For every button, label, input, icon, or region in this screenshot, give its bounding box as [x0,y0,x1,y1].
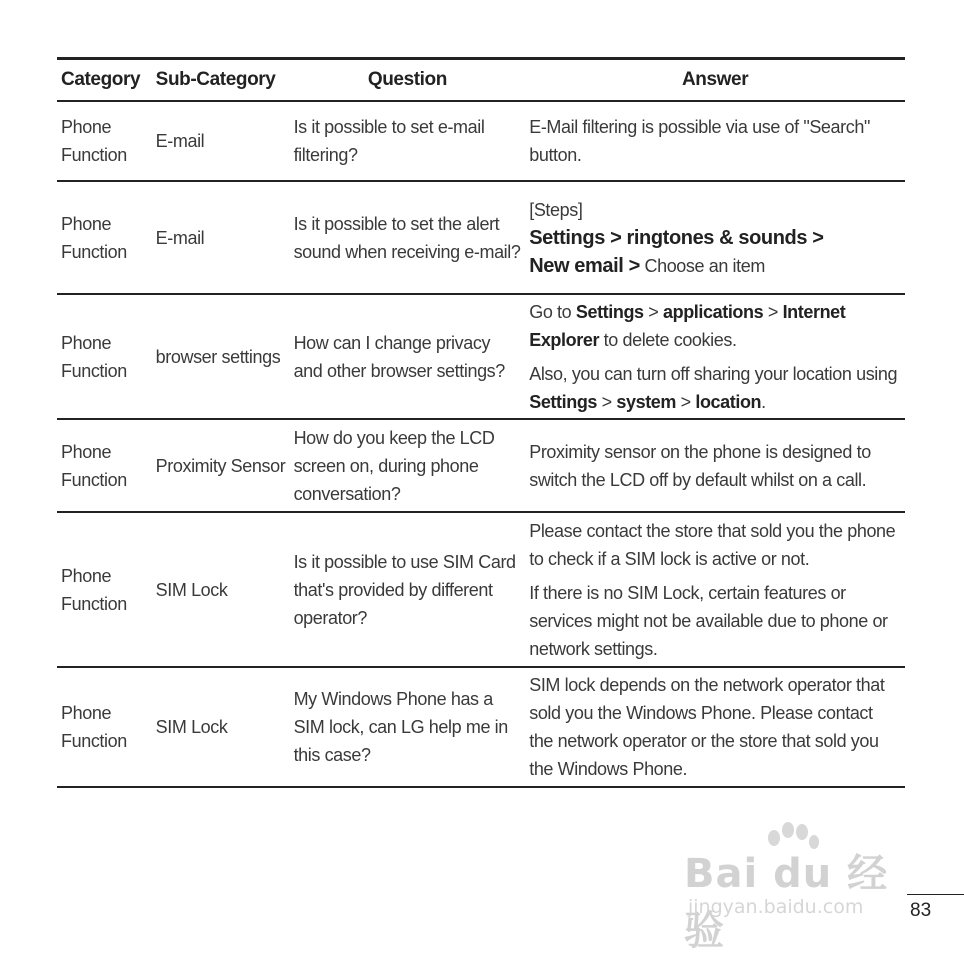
category-cell [57,667,152,787]
category-line-2: Function [61,731,127,751]
answer-cell [525,181,905,294]
question-cell: Is it possible to use SIM Card that's provided by different operator? [290,512,526,667]
answer-cell: Proximity sensor on the phone is designed to switch the LCD off by default whilst on a call. [525,419,905,512]
question-cell: My Windows Phone has a SIM lock, can LG help me in this case? [290,667,526,787]
table-row [57,181,905,294]
sub-category-cell: SIM Lock [152,667,290,787]
header-answer: Answer [525,59,905,102]
page-number-rule [907,894,964,895]
category-cell [57,181,152,294]
category-line-2: Function [61,241,127,262]
category-line-2: Function [61,593,127,614]
steps-path-line-1: Settings > ringtones & sounds > [529,226,824,249]
sub-category-cell: SIM Lock [152,512,290,667]
sub-category-cell: Proximity Sensor [152,419,290,512]
question-cell: Is it possible to set e-mail filtering? [290,101,526,181]
category-cell [57,101,152,181]
steps-label: [Steps] [529,199,583,220]
page-number: 83 [910,900,932,921]
answer-cell [525,294,905,419]
category-line-1: Phone [61,703,112,723]
answer-cell: SIM lock depends on the network operator that sold you the Windows Phone. Please contact the network operator or the store that sold you the Windows Phone. [525,667,905,787]
answer-paragraph-2: Also, you can turn off sharing your location using Settings > system > location. [529,363,898,412]
sub-category-cell: E-mail [152,181,290,294]
table-row [57,419,905,512]
sub-category-cell: E-mail [152,101,290,181]
faq-table [57,57,905,788]
watermark-brand: Bai du 经验 [684,851,889,954]
category-line-2: Function [61,145,127,165]
answer-cell: E-Mail filtering is possible via use of "Search" button. [525,101,905,181]
category-line-1: Phone [61,117,112,137]
baidu-watermark [684,822,904,954]
category-line-2: Function [61,469,127,490]
category-line-1: Phone [61,565,112,586]
question-cell: Is it possible to set the alert sound when receiving e-mail? [290,181,526,294]
table-header-row [57,59,905,102]
category-line-1: Phone [61,332,112,353]
category-cell [57,512,152,667]
table-row [57,294,905,419]
sub-category-cell: browser settings [152,294,290,419]
category-line-1: Phone [61,213,112,234]
category-cell [57,294,152,419]
answer-paragraph-2: If there is no SIM Lock, certain features or services might not be available due to phone or network settings. [529,582,888,659]
category-line-2: Function [61,360,127,381]
category-line-1: Phone [61,441,112,462]
question-cell: How do you keep the LCD screen on, during phone conversation? [290,419,526,512]
header-category: Category [57,59,152,102]
table-row [57,667,905,787]
header-sub-category: Sub-Category [152,59,290,102]
question-cell: How can I change privacy and other browser settings? [290,294,526,419]
table-row [57,512,905,667]
steps-path-tail: Choose an item [639,255,765,276]
answer-paragraph-1: Please contact the store that sold you the phone to check if a SIM lock is active or not. [529,520,896,569]
header-question: Question [290,59,526,102]
table-row [57,101,905,181]
answer-paragraph-1: Go to Settings > applications > Internet Explorer to delete cookies. [529,301,846,350]
steps-path-line-2: New email > [529,254,640,277]
answer-cell [525,512,905,667]
category-cell [57,419,152,512]
watermark-url: jingyan.baidu.com [688,896,864,918]
